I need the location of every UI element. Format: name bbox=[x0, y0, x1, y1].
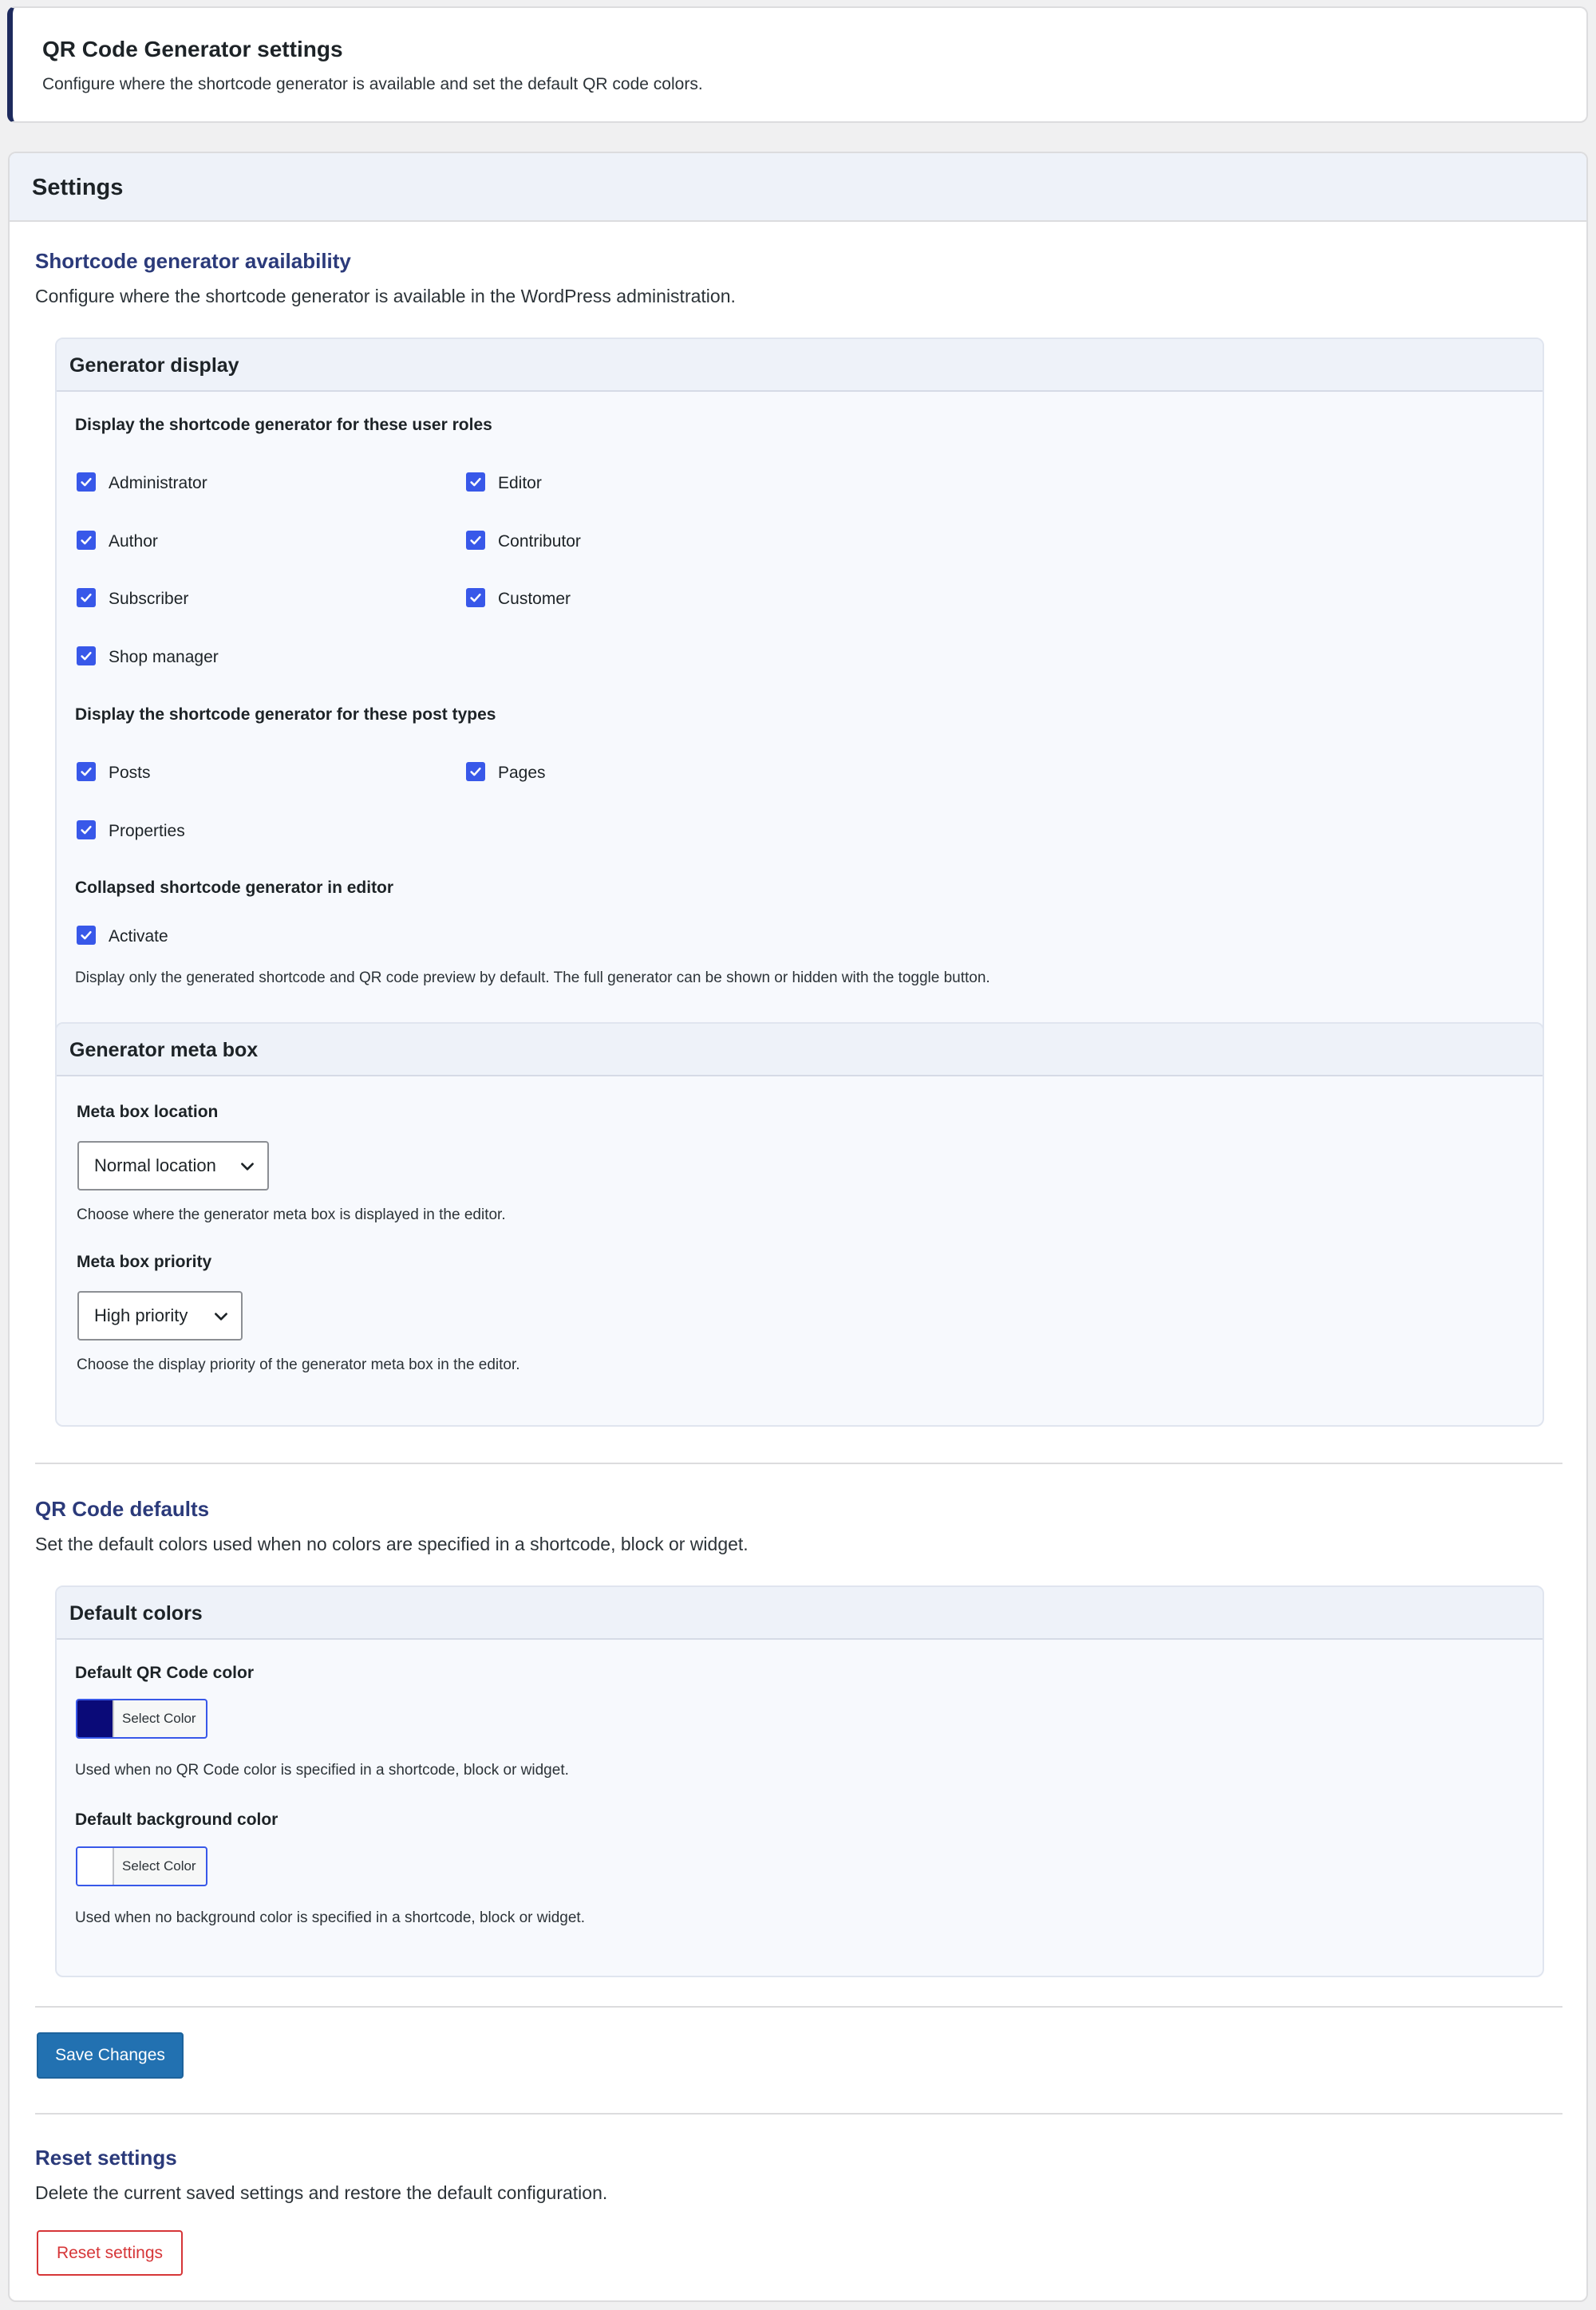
settings-card bbox=[8, 152, 1588, 2302]
collapsed-help-text: Display only the generated shortcode and QR code preview by default. The full generator can be shown or hidden with the toggle button. bbox=[75, 969, 990, 986]
save-changes-button[interactable]: Save Changes bbox=[37, 2032, 184, 2079]
checkbox-label-activate: Activate bbox=[109, 927, 168, 946]
check-icon bbox=[468, 764, 483, 779]
meta-box-priority-select[interactable] bbox=[77, 1291, 243, 1341]
reset-section-description: Delete the current saved settings and restore the default configuration. bbox=[35, 2182, 608, 2203]
bg-color-label: Default background color bbox=[75, 1810, 279, 1829]
meta-box-priority-value: High priority bbox=[94, 1305, 188, 1325]
check-icon bbox=[79, 533, 93, 547]
checkbox-label-administrator: Administrator bbox=[109, 474, 207, 492]
page-header-notice bbox=[7, 6, 1588, 123]
checkbox-label-editor: Editor bbox=[498, 474, 542, 492]
check-icon bbox=[79, 823, 93, 837]
page-title: QR Code Generator settings bbox=[42, 37, 343, 61]
meta-box-priority-label: Meta box priority bbox=[77, 1253, 212, 1271]
check-icon bbox=[79, 928, 93, 942]
post-types-label: Display the shortcode generator for these post types bbox=[75, 705, 496, 724]
chevron-down-icon bbox=[239, 1158, 256, 1175]
check-icon bbox=[79, 590, 93, 605]
qr-color-button-label: Select Color bbox=[122, 1711, 196, 1726]
checkbox-label-posts: Posts bbox=[109, 764, 151, 782]
section-divider bbox=[35, 2113, 1562, 2115]
availability-section-description: Configure where the shortcode generator is available in the WordPress administration. bbox=[35, 286, 736, 306]
checkbox-administrator[interactable] bbox=[77, 472, 96, 492]
checkbox-author[interactable] bbox=[77, 531, 96, 550]
qr-color-picker-button[interactable] bbox=[76, 1699, 207, 1739]
check-icon bbox=[79, 764, 93, 779]
meta-box-location-help: Choose where the generator meta box is displayed in the editor. bbox=[77, 1206, 506, 1223]
generator-display-panel bbox=[55, 338, 1544, 1425]
checkbox-properties[interactable] bbox=[77, 820, 96, 839]
user-roles-label: Display the shortcode generator for these user roles bbox=[75, 416, 492, 434]
meta-box-priority-help: Choose the display priority of the generator meta box in the editor. bbox=[77, 1356, 520, 1373]
meta-box-location-label: Meta box location bbox=[77, 1103, 219, 1121]
checkbox-label-pages: Pages bbox=[498, 764, 546, 782]
check-icon bbox=[468, 475, 483, 489]
section-divider bbox=[35, 1463, 1562, 1464]
checkbox-pages[interactable] bbox=[466, 762, 485, 781]
meta-box-title: Generator meta box bbox=[57, 1024, 1543, 1076]
default-colors-title: Default colors bbox=[57, 1587, 1543, 1640]
check-icon bbox=[79, 475, 93, 489]
checkbox-customer[interactable] bbox=[466, 588, 485, 607]
qr-defaults-section-title: QR Code defaults bbox=[35, 1497, 210, 1521]
qr-color-swatch bbox=[77, 1700, 114, 1737]
checkbox-activate-collapsed[interactable] bbox=[77, 926, 96, 945]
qr-color-label: Default QR Code color bbox=[75, 1664, 255, 1682]
chevron-down-icon bbox=[212, 1308, 230, 1325]
collapsed-generator-label: Collapsed shortcode generator in editor bbox=[75, 879, 394, 897]
generator-display-title: Generator display bbox=[57, 339, 1543, 392]
checkbox-contributor[interactable] bbox=[466, 531, 485, 550]
availability-section-title: Shortcode generator availability bbox=[35, 249, 351, 273]
checkbox-subscriber[interactable] bbox=[77, 588, 96, 607]
meta-box-panel bbox=[55, 1022, 1544, 1427]
bg-color-button-label: Select Color bbox=[122, 1858, 196, 1874]
bg-color-picker-button[interactable] bbox=[76, 1846, 207, 1886]
checkbox-label-properties: Properties bbox=[109, 822, 185, 840]
checkbox-label-subscriber: Subscriber bbox=[109, 590, 189, 608]
settings-card-header: Settings bbox=[10, 153, 1586, 222]
bg-color-help: Used when no background color is specified in a shortcode, block or widget. bbox=[75, 1909, 585, 1926]
meta-box-location-select[interactable] bbox=[77, 1141, 269, 1191]
check-icon bbox=[79, 649, 93, 663]
checkbox-shop-manager[interactable] bbox=[77, 646, 96, 665]
checkbox-label-customer: Customer bbox=[498, 590, 571, 608]
checkbox-editor[interactable] bbox=[466, 472, 485, 492]
check-icon bbox=[468, 590, 483, 605]
section-divider bbox=[35, 2006, 1562, 2008]
check-icon bbox=[468, 533, 483, 547]
reset-settings-button[interactable]: Reset settings bbox=[37, 2230, 183, 2276]
checkbox-label-contributor: Contributor bbox=[498, 532, 581, 551]
page-description: Configure where the shortcode generator is available and set the default QR code colors. bbox=[42, 75, 703, 93]
checkbox-label-author: Author bbox=[109, 532, 158, 551]
meta-box-location-value: Normal location bbox=[94, 1155, 216, 1175]
qr-color-help: Used when no QR Code color is specified in a shortcode, block or widget. bbox=[75, 1762, 569, 1779]
checkbox-posts[interactable] bbox=[77, 762, 96, 781]
qr-defaults-section-description: Set the default colors used when no colors are specified in a shortcode, block or widget. bbox=[35, 1534, 749, 1554]
bg-color-swatch bbox=[77, 1848, 114, 1885]
checkbox-label-shop-manager: Shop manager bbox=[109, 648, 219, 666]
default-colors-panel bbox=[55, 1585, 1544, 1977]
reset-section-title: Reset settings bbox=[35, 2146, 177, 2170]
